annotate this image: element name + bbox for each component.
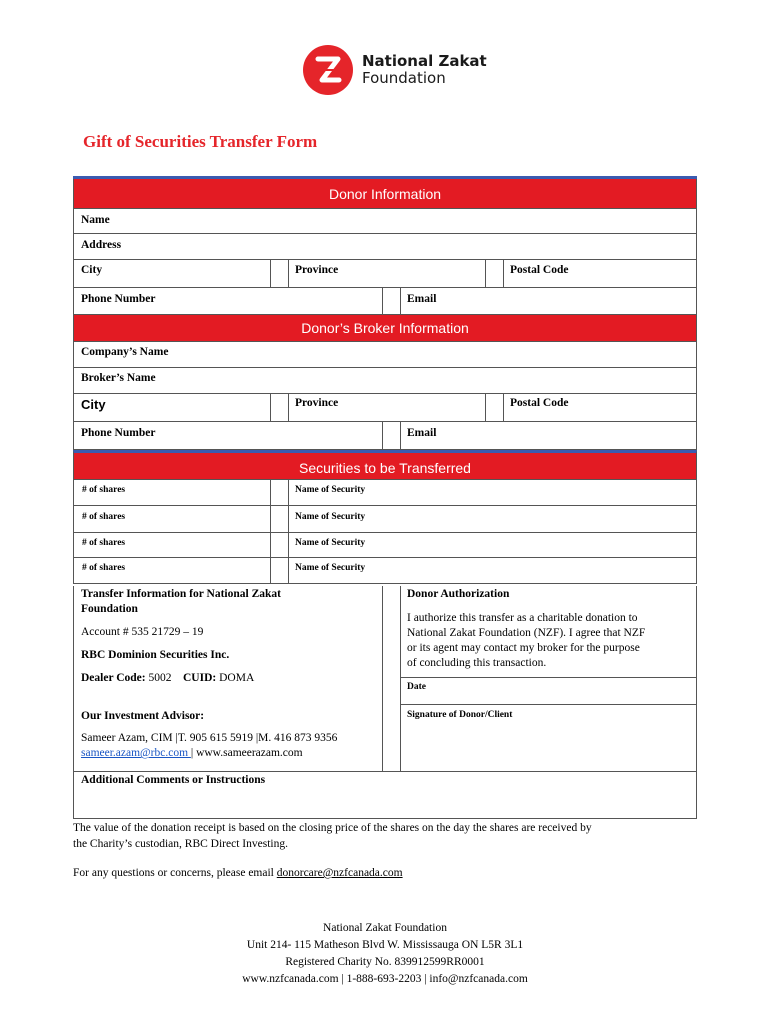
advisor-links (81, 747, 303, 759)
transfer-heading-line1: Transfer Information for National Zakat (81, 588, 281, 600)
bank-name: RBC Dominion Securities Inc. (81, 649, 230, 661)
securities-row (73, 533, 697, 558)
broker-info-heading: Donor’s Broker Information (73, 315, 697, 342)
securities-row (73, 480, 697, 506)
authorization-text: or its agent may contact my broker for the purpose (407, 642, 640, 654)
logo-line-1: National Zakat (362, 52, 487, 70)
donor-name-label: Name (81, 214, 110, 226)
broker-city-label[interactable]: City (81, 397, 106, 412)
footer-line: Registered Charity No. 839912599RR0001 (285, 956, 485, 968)
advisor-heading: Our Investment Advisor: (81, 710, 205, 722)
broker-city-row (73, 394, 697, 422)
comments-field[interactable] (73, 771, 697, 819)
donor-phone-label[interactable]: Phone Number (81, 293, 156, 305)
account-number: Account # 535 21729 – 19 (81, 626, 204, 638)
broker-company-label: Company’s Name (81, 346, 169, 358)
donor-phone-row (73, 288, 697, 315)
securities-row (73, 558, 697, 584)
date-field[interactable]: Date (407, 682, 426, 692)
donor-address-field[interactable] (73, 234, 697, 260)
shares-label[interactable]: # of shares (82, 563, 126, 573)
advisor-web: | www.sameerazam.com (190, 747, 303, 759)
securities-row (73, 506, 697, 533)
broker-phone-row (73, 422, 697, 450)
page-title: Gift of Securities Transfer Form (83, 132, 318, 151)
logo-line-2: Foundation (362, 69, 446, 87)
security-name-label[interactable]: Name of Security (295, 512, 366, 522)
donor-name-field[interactable] (73, 209, 697, 234)
receipt-note (73, 820, 713, 852)
advisor-contact: Sameer Azam, CIM |T. 905 615 5919 |M. 416 873 9356 (81, 732, 338, 744)
broker-name-field[interactable] (73, 368, 697, 394)
donor-city-label[interactable]: City (81, 264, 103, 276)
logo (302, 44, 487, 96)
transfer-heading-line2: Foundation (81, 603, 138, 615)
securities-heading: Securities to be Transferred (73, 450, 697, 480)
donor-postal-label[interactable]: Postal Code (510, 264, 569, 276)
signature-field[interactable]: Signature of Donor/Client (407, 710, 513, 720)
shares-label[interactable]: # of shares (82, 485, 126, 495)
shares-label[interactable]: # of shares (82, 538, 126, 548)
security-name-label[interactable]: Name of Security (295, 538, 366, 548)
footer (0, 920, 770, 988)
receipt-note-line: the Charity’s custodian, RBC Direct Investing. (73, 838, 288, 850)
security-name-label[interactable]: Name of Security (295, 485, 366, 495)
authorization-text: I authorize this transfer as a charitable donation to (407, 612, 638, 624)
broker-company-field[interactable] (73, 342, 697, 368)
contact-prefix: For any questions or concerns, please email (73, 867, 277, 879)
donor-city-row (73, 260, 697, 288)
broker-name-label: Broker’s Name (81, 372, 156, 384)
authorization-text: of concluding this transaction. (407, 657, 547, 669)
broker-phone-label[interactable]: Phone Number (81, 427, 156, 439)
form-table (73, 176, 697, 584)
donor-info-heading: Donor Information (73, 179, 697, 209)
broker-email-label[interactable]: Email (407, 427, 437, 439)
advisor-email-link[interactable]: sameer.azam@rbc.com (81, 747, 191, 759)
broker-province-label[interactable]: Province (295, 397, 339, 409)
footer-line: Unit 214- 115 Matheson Blvd W. Mississauga ON L5R 3L1 (246, 939, 524, 951)
donor-province-label[interactable]: Province (295, 264, 339, 276)
contact-note (73, 865, 713, 881)
footer-line: www.nzfcanada.com | 1-888-693-2203 | info@nzfcanada.com (242, 973, 528, 985)
donor-address-label: Address (81, 239, 122, 251)
authorization-text: National Zakat Foundation (NZF). I agree that NZF (407, 627, 646, 639)
security-name-label[interactable]: Name of Security (295, 563, 366, 573)
dealer-code: Dealer Code: 5002 CUID: DOMA (81, 672, 255, 684)
broker-postal-label[interactable]: Postal Code (510, 397, 569, 409)
contact-email-link[interactable]: donorcare@nzfcanada.com (276, 867, 403, 879)
nzf-logo-icon (302, 44, 354, 96)
receipt-note-line: The value of the donation receipt is based on the closing price of the shares on the day the shares are received by (73, 822, 592, 834)
shares-label[interactable]: # of shares (82, 512, 126, 522)
transfer-authorization-block (73, 586, 697, 772)
donor-email-label[interactable]: Email (407, 293, 437, 305)
footer-line: National Zakat Foundation (323, 922, 447, 934)
comments-label: Additional Comments or Instructions (81, 774, 266, 786)
authorization-heading: Donor Authorization (407, 588, 510, 600)
